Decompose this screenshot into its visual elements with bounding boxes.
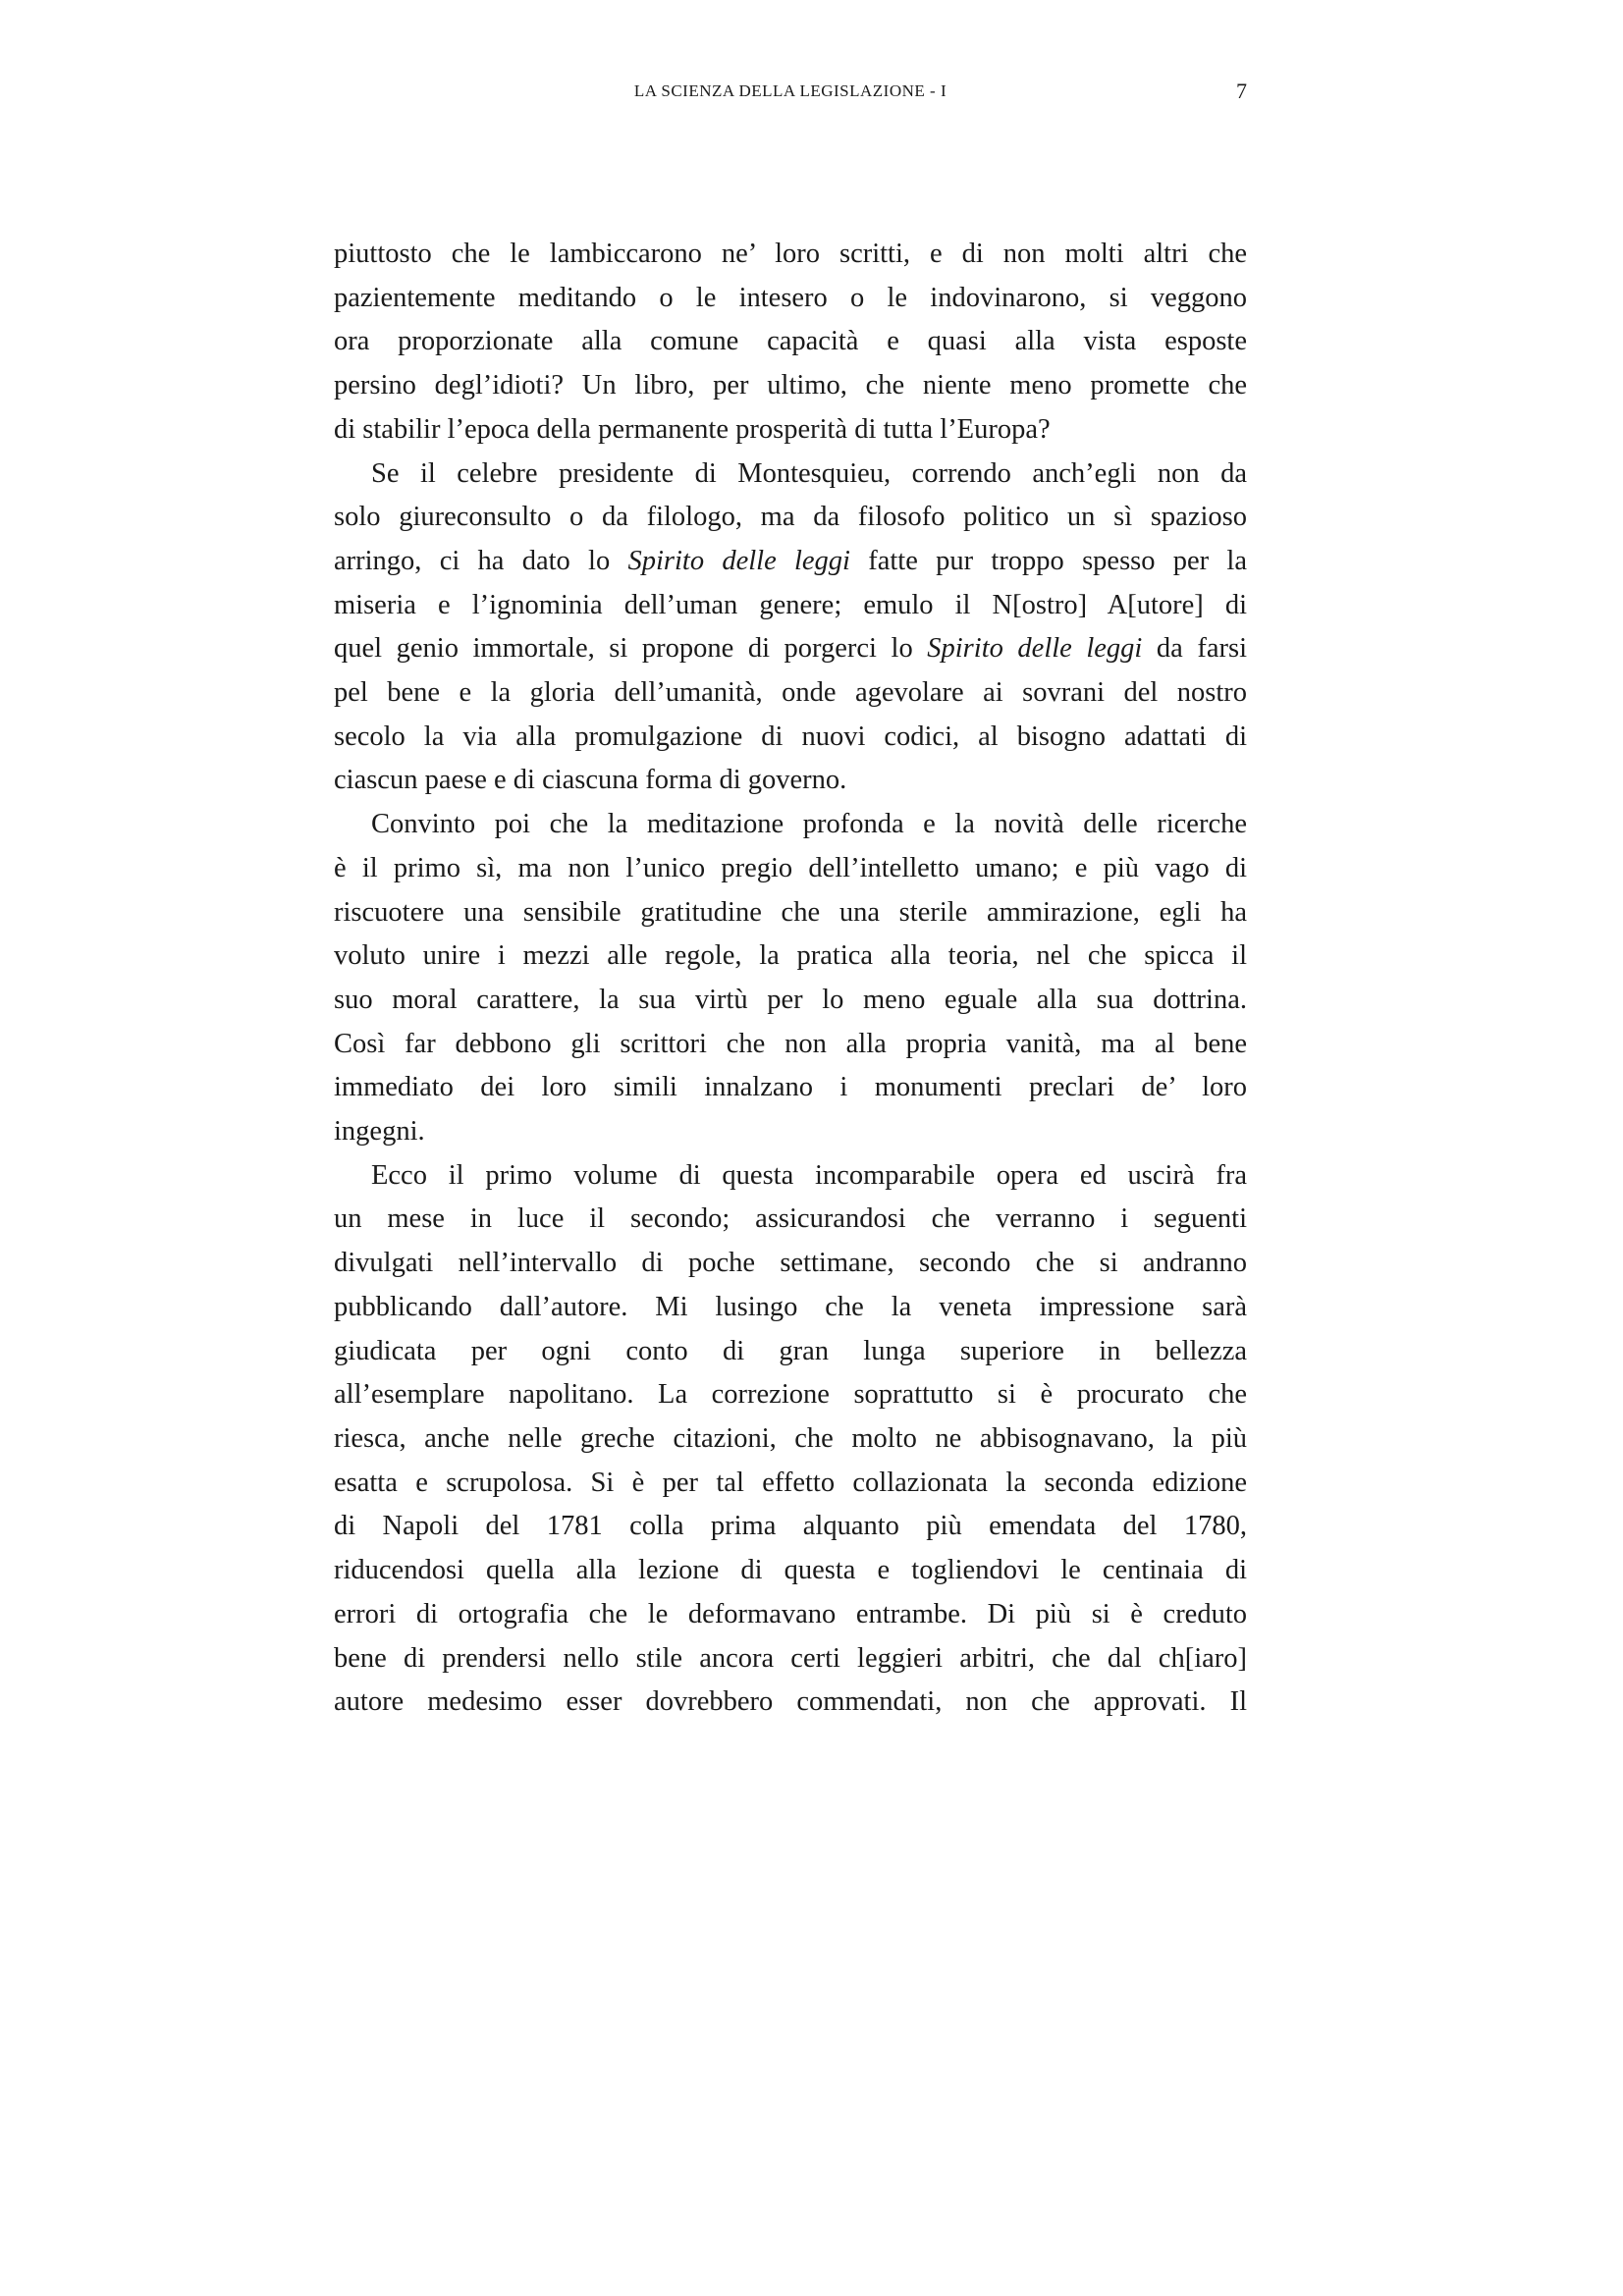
text-line: secolo la via alla promulgazione di nuovi codici, al bisogno adattati di [334, 721, 1247, 752]
text-line: di Napoli del 1781 colla prima alquanto più emendata del 1780, [334, 1511, 1247, 1542]
text-line: Così far debbono gli scrittori che non alla propria vanità, ma al bene [334, 1028, 1247, 1059]
text-line: è il primo sì, ma non l’unico pregio dell’intelletto umano; e più vago di [334, 852, 1247, 883]
text-line: pazientemente meditando o le intesero o le indovinarono, si veggono [334, 282, 1247, 313]
text-line: piuttosto che le lambiccarono ne’ loro scritti, e di non molti altri che [334, 239, 1247, 269]
text-line: divulgati nell’intervallo di poche settimane, secondo che si andranno [334, 1248, 1247, 1279]
text-line: arringo, ci ha dato lo Spirito delle leggi fatte pur troppo spesso per la [334, 545, 1247, 576]
text-line: di stabilir l’epoca della permanente prosperità di tutta l’Europa? [334, 413, 1051, 445]
text-line: quel genio immortale, si propone di porgerci lo Spirito delle leggi da farsi [334, 633, 1248, 665]
text-line: persino degl’idioti? Un libro, per ultimo, che niente meno promette che [334, 370, 1247, 401]
text-line: autore medesimo esser dovrebbero commendati, non che approvati. Il [334, 1686, 1247, 1718]
running-head [334, 77, 1247, 106]
italic-title: Spirito delle leggi [627, 545, 850, 576]
text-line: pel bene e la gloria dell’umanità, onde agevolare ai sovrani del nostro [334, 677, 1247, 709]
text-line: immediato dei loro simili innalzano i monumenti preclari de’ loro [334, 1072, 1247, 1103]
text-line: un mese in luce il secondo; assicurandosi che verranno i seguenti [334, 1203, 1247, 1235]
paragraph [334, 803, 1247, 1154]
text-line: riscuotere una sensibile gratitudine che una sterile ammirazione, egli ha [334, 896, 1247, 928]
running-title: LA SCIENZA DELLA LEGISLAZIONE - I [633, 81, 947, 100]
text-line: voluto unire i mezzi alle regole, la pratica alla teoria, nel che spicca il [334, 940, 1247, 972]
text-line: giudicata per ogni conto di gran lunga superiore in bellezza [334, 1335, 1247, 1366]
text-line: riducendosi quella alla lezione di questa e togliendovi le centinaia di [334, 1555, 1247, 1586]
text-line: suo moral carattere, la sua virtù per lo meno eguale alla sua dottrina. [334, 984, 1247, 1015]
text-line: all’esemplare napolitano. La correzione soprattutto si è procurato che [334, 1379, 1247, 1411]
paragraph [334, 1154, 1247, 1725]
text-line: Ecco il primo volume di questa incomparabile opera ed uscirà fra [371, 1159, 1247, 1191]
text-line: pubblicando dall’autore. Mi lusingo che la veneta impressione sarà [334, 1291, 1247, 1322]
text-line: miseria e l’ignominia dell’uman genere; emulo il N[ostro] A[utore] di [334, 589, 1247, 620]
text-line: solo giureconsulto o da filologo, ma da filosofo politico un sì spazioso [334, 502, 1247, 533]
text-line: ciascun paese e di ciascuna forma di governo. [334, 765, 847, 796]
paragraph [334, 233, 1247, 453]
text-line: riesca, anche nelle greche citazioni, che molto ne abbisognavano, la più [334, 1422, 1247, 1454]
text-line: bene di prendersi nello stile ancora certi leggieri arbitri, che dal ch[iaro] [334, 1642, 1247, 1674]
text-line: errori di ortografia che le deformavano entrambe. Di più si è creduto [334, 1598, 1247, 1629]
body-text [334, 233, 1247, 1725]
text-line: ingegni. [334, 1116, 425, 1148]
paragraph [334, 453, 1247, 804]
text-line: esatta e scrupolosa. Si è per tal effetto collazionata la seconda edizione [334, 1467, 1247, 1498]
page-number: 7 [1236, 79, 1247, 103]
text-line: Se il celebre presidente di Montesquieu, correndo anch’egli non da [371, 457, 1247, 489]
italic-title: Spirito delle leggi [927, 633, 1143, 665]
text-line: ora proporzionate alla comune capacità e quasi alla vista esposte [334, 326, 1247, 357]
text-line: Convinto poi che la meditazione profonda e la novità delle ricerche [371, 809, 1247, 840]
